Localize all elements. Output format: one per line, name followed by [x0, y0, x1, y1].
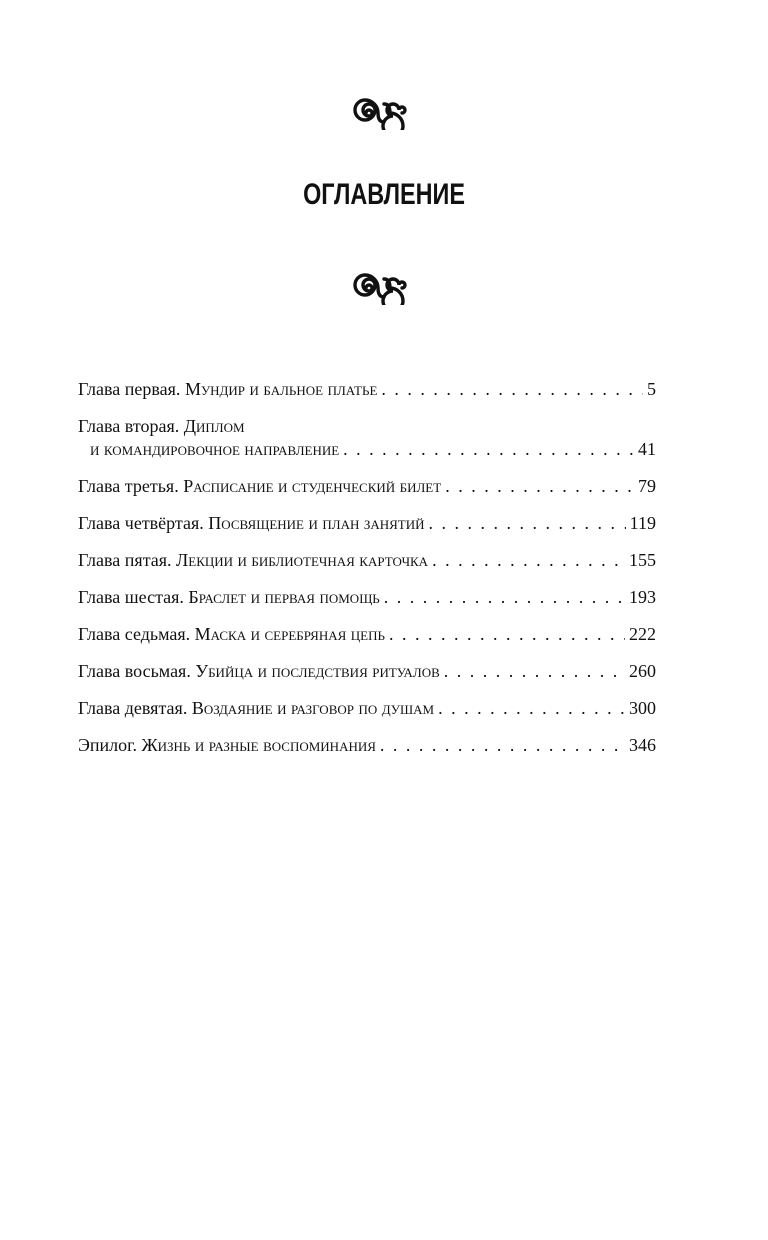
- leader-dots: [445, 475, 634, 498]
- toc-chapter-prefix: Глава вторая.: [78, 416, 180, 436]
- toc-entry[interactable]: [78, 475, 656, 498]
- table-of-contents: [78, 378, 656, 771]
- toc-chapter-title: Посвящение и план занятий: [208, 513, 425, 533]
- toc-page-number: 346: [629, 735, 656, 755]
- spiral-ornament-icon: [346, 271, 422, 305]
- leader-dots: [389, 623, 625, 646]
- toc-entry[interactable]: [78, 697, 656, 720]
- toc-chapter-title: Убийца и последствия ритуалов: [195, 661, 440, 681]
- toc-chapter-prefix: Глава восьмая.: [78, 661, 191, 681]
- toc-chapter-prefix: Глава седьмая.: [78, 624, 191, 644]
- toc-chapter-title: Диплом: [183, 416, 245, 436]
- toc-page-number: 155: [629, 550, 656, 570]
- toc-chapter-prefix: Глава девятая.: [78, 698, 188, 718]
- toc-chapter-prefix: Глава четвёртая.: [78, 513, 204, 533]
- toc-chapter-title: Жизнь и разные воспоминания: [141, 735, 376, 755]
- toc-page-number: 260: [629, 661, 656, 681]
- toc-page-number: 119: [629, 513, 656, 533]
- toc-page-number: 79: [638, 476, 656, 496]
- toc-page-number: 300: [629, 698, 656, 718]
- leader-dots: [432, 549, 625, 572]
- toc-chapter-title: Маска и серебряная цепь: [194, 624, 385, 644]
- toc-chapter-title: Мундир и бальное платье: [184, 379, 378, 399]
- toc-chapter-title: Расписание и студенческий билет: [183, 476, 442, 496]
- toc-entry[interactable]: [78, 549, 656, 572]
- toc-entry[interactable]: [78, 512, 656, 535]
- leader-dots: [384, 586, 625, 609]
- toc-entry[interactable]: [78, 378, 656, 401]
- toc-chapter-title: Воздаяние и разговор по душам: [191, 698, 435, 718]
- toc-page-number: 222: [629, 624, 656, 644]
- toc-chapter-prefix: Глава первая.: [78, 379, 181, 399]
- toc-chapter-prefix: Глава шестая.: [78, 587, 184, 607]
- leader-dots: [444, 660, 625, 683]
- toc-entry[interactable]: [78, 623, 656, 646]
- leader-dots: [343, 438, 634, 461]
- toc-entry[interactable]: [78, 586, 656, 609]
- spiral-ornament-icon: [346, 96, 422, 130]
- toc-page-number: 193: [629, 587, 656, 607]
- leader-dots: [381, 378, 643, 401]
- leader-dots: [429, 512, 626, 535]
- page-title: ОГЛАВЛЕНИЕ: [303, 178, 465, 211]
- toc-chapter-prefix: Эпилог.: [78, 735, 137, 755]
- leader-dots: [380, 734, 625, 757]
- toc-chapter-title: Браслет и первая помощь: [188, 587, 380, 607]
- toc-chapter-prefix: Глава третья.: [78, 476, 179, 496]
- toc-chapter-prefix: Глава пятая.: [78, 550, 172, 570]
- toc-page-number: 41: [638, 439, 656, 459]
- toc-entry[interactable]: [78, 660, 656, 683]
- toc-entry[interactable]: [78, 734, 656, 757]
- toc-entry[interactable]: [78, 415, 656, 461]
- leader-dots: [438, 697, 625, 720]
- toc-chapter-title: Лекции и библиотечная карточка: [176, 550, 429, 570]
- toc-page-number: 5: [647, 379, 656, 399]
- toc-chapter-title-continuation: и командировочное направление: [90, 439, 340, 459]
